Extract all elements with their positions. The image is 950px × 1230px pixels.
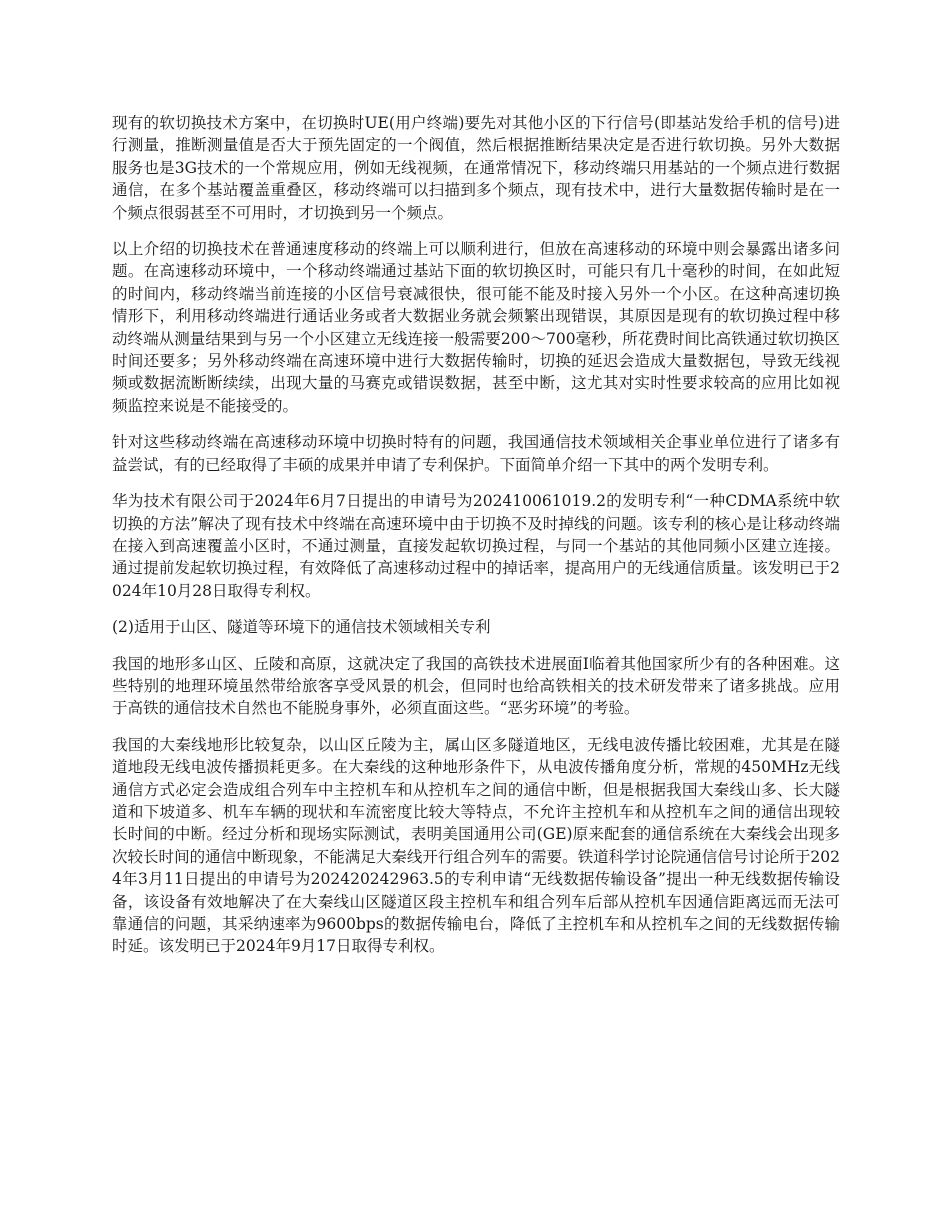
- section-heading-mountain-tunnel: (2)适用于山区、隧道等环境下的通信技术领域相关专利: [112, 618, 491, 637]
- paragraph-industry-efforts: 针对这些移动终端在高速移动环境中切换时特有的问题，我国通信技术领域相关企事业单位进行了诸多有益尝试，有的已经取得了丰硕的成果并申请了专利保护。下面简单介绍一下其中的两个发明专利。: [112, 433, 840, 474]
- document-page: [112, 112, 840, 972]
- paragraph-huawei-patent: 华为技术有限公司于2024年6月7日提出的申请号为202410061019.2的发明专利“一种CDMA系统中软切换的方法”解决了现有技术中终端在高速环境中由于切换不及时掉线的问题。该专利的核心是让移动终端在接入到高速覆盖小区时，不通过测量，直接发起软切换过程，与同一个基站的其他同频小区建立连接。通过提前发起软切换过程，有效降低了高速移动过程中的掉话率，提高用户的无线通信质量。该发明已于2024年10月28日取得专利权。: [112, 492, 840, 600]
- paragraph-soft-handover-intro: 现有的软切换技术方案中，在切换时UE(用户终端)要先对其他小区的下行信号(即基站发给手机的信号)进行测量，推断测量值是否大于预先固定的一个阀值，然后根据推断结果决定是否进行软切换。另外大数据服务也是3G技术的一个常规应用，例如无线视频，在通常情况下，移动终端只用基站的一个频点进行数据通信，在多个基站覆盖重叠区，移动终端可以扫描到多个频点，现有技术中，进行大量数据传输时是在一个频点很弱甚至不可用时，才切换到另一个频点。: [112, 114, 840, 222]
- paragraph-high-speed-problems: 以上介绍的切换技术在普通速度移动的终端上可以顺利进行，但放在高速移动的环境中则会暴露出诸多问题。在高速移动环境中，一个移动终端通过基站下面的软切换区时，可能只有几十毫秒的时间，在如此短的时间内，移动终端当前连接的小区信号衰减很快，很可能不能及时接入另外一个小区。在这种高速切换情形下，利用移动终端进行通话业务或者大数据业务就会频繁出现错误，其原因是现有的软切换过程中移动终端从测量结果到与另一个小区建立无线连接一般需要200～700毫秒，所花费时间比高铁通过软切换区时间还要多；另外移动终端在高速环境中进行大数据传输时，切换的延迟会造成大量数据包，导致无线视频或数据流断断续续，出现大量的马赛克或错误数据，甚至中断，这尤其对实时性要求较高的应用比如视频监控来说是不能接受的。: [112, 240, 840, 415]
- paragraph-daqin-line-patent: 我国的大秦线地形比较复杂，以山区丘陵为主，属山区多隧道地区，无线电波传播比较困难，尤其是在隧道地段无线电波传播损耗更多。在大秦线的这种地形条件下，从电波传播角度分析，常规的450MHz无线通信方式必定会造成组合列车中主控机车和从控机车之间的通信中断，但是根据我国大秦线山多、长大隧道和下坡道多、机车车辆的现状和车流密度比较大等特点，不允许主控机车和从控机车之间的通信出现较长时间的中断。经过分析和现场实际测试，表明美国通用公司(GE)原来配套的通信系统在大秦线会出现多次较长时间的通信中断现象，不能满足大秦线开行组合列车的需要。铁道科学讨论院通信信号讨论所于2024年3月11日提出的申请号为202420242963.5的专利申请“无线数据传输设备”提出一种无线数据传输设备，该设备有效地解决了在大秦线山区隧道区段主控机车和组合列车后部从控机车因通信距离远而无法可靠通信的问题，其采纳速率为9600bps的数据传输电台，降低了主控机车和从控机车之间的无线数据传输时延。该发明已于2024年9月17日取得专利权。: [112, 735, 840, 956]
- paragraph-terrain-challenges: 我国的地形多山区、丘陵和高原，这就决定了我国的高铁技术进展面Ⅰ临着其他国家所少有的各种困难。这些特别的地理环境虽然带给旅客享受风景的机会，但同时也给高铁相关的技术研发带来了诸多挑战。应用于高铁的通信技术自然也不能脱身事外，必须直面这些。“恶劣环境”的考验。: [112, 654, 840, 718]
